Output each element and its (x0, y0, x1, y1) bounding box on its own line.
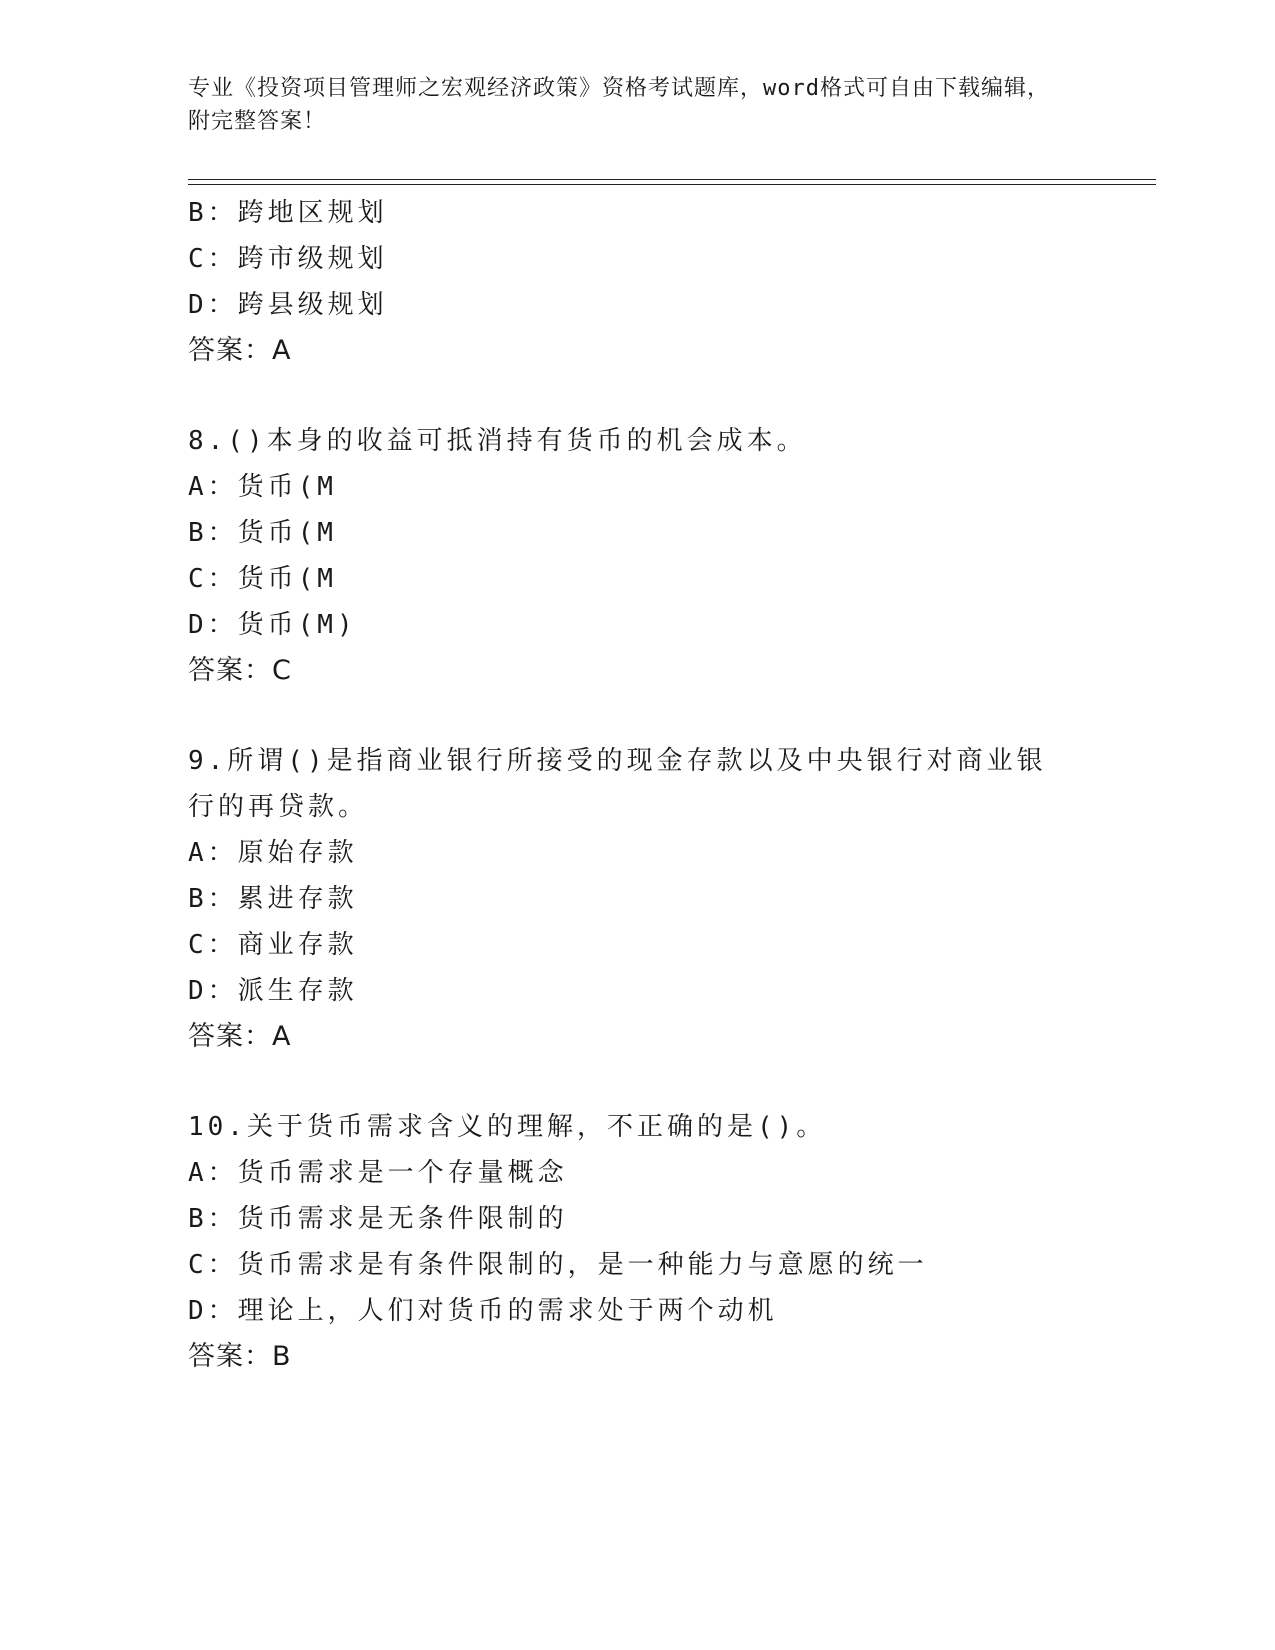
question-stem: 10.关于货币需求含义的理解，不正确的是()。 (188, 1112, 827, 1142)
page-header: 专业《投资项目管理师之宏观经济政策》资格考试题库，word格式可自由下载编辑，附完整答案！ (188, 76, 1050, 134)
partial-question (188, 190, 1088, 374)
option-b: B：货币需求是无条件限制的 (188, 1204, 568, 1234)
question-stem: 9.所谓()是指商业银行所接受的现金存款以及中央银行对商业银行的再贷款。 (188, 746, 1047, 822)
answer-line: 答案：A (188, 1021, 292, 1052)
question-10 (188, 1104, 1088, 1380)
question-stem: 8.()本身的收益可抵消持有货币的机会成本。 (188, 426, 807, 456)
answer-line: 答案：C (188, 655, 292, 686)
option-b: B：跨地区规划 (188, 198, 388, 228)
header-divider-bottom (188, 184, 1156, 185)
header-divider-top (188, 179, 1156, 180)
option-b: B：货币(M (188, 518, 337, 548)
question-list (188, 190, 1088, 1380)
option-d: D：理论上，人们对货币的需求处于两个动机 (188, 1296, 778, 1326)
option-a: A：货币(M (188, 472, 337, 502)
question-8 (188, 418, 1088, 694)
option-a: A：原始存款 (188, 838, 358, 868)
question-9 (188, 738, 1088, 1060)
option-c: C：货币需求是有条件限制的，是一种能力与意愿的统一 (188, 1250, 928, 1280)
option-d: D：派生存款 (188, 976, 358, 1006)
option-c: C：货币(M (188, 564, 337, 594)
option-b: B：累进存款 (188, 884, 358, 914)
answer-line: 答案：B (188, 1341, 292, 1372)
option-d: D：跨县级规划 (188, 290, 388, 320)
option-a: A：货币需求是一个存量概念 (188, 1158, 568, 1188)
answer-line: 答案：A (188, 335, 292, 366)
option-c: C：商业存款 (188, 930, 358, 960)
option-d: D：货币(M) (188, 610, 357, 640)
option-c: C：跨市级规划 (188, 244, 388, 274)
